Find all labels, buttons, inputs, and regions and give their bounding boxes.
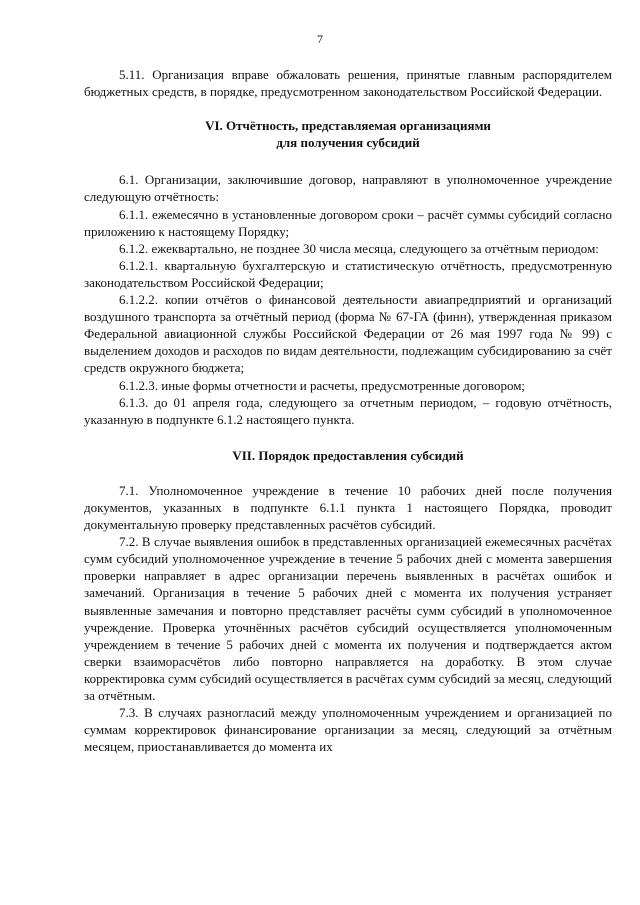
section-7-heading: VII. Порядок предоставления субсидий bbox=[232, 447, 464, 463]
paragraph-6-1-3: 6.1.3. до 01 апреля года, следующего за отчетным периодом, – годовую отчётность, указанную в подпункте 6.1.2 настоящего пункта. bbox=[84, 394, 612, 427]
paragraph-6-1: 6.1. Организации, заключившие договор, направляют в уполномоченное учреждение следующую отчётность: bbox=[84, 172, 612, 205]
paragraph-6-1-2-1: 6.1.2.1. квартальную бухгалтерскую и статистическую отчётность, предусмотренную законодательством Российской Федерации; bbox=[84, 257, 612, 290]
page-number: 7 bbox=[317, 32, 323, 46]
paragraph-6-1-1: 6.1.1. ежемесячно в установленные договором сроки – расчёт суммы субсидий согласно приложению к настоящему Порядку; bbox=[84, 206, 612, 239]
paragraph-7-1: 7.1. Уполномоченное учреждение в течение 10 рабочих дней после получения документов, указанных в подпункте 6.1.1 пункта 1 настоящего Порядка, проводит документальную проверку представленных расчётов субсидий. bbox=[84, 482, 612, 533]
paragraph-6-1-2-3: 6.1.2.3. иные формы отчетности и расчеты, предусмотренные договором; bbox=[119, 377, 526, 393]
paragraph-5-11: 5.11. Организация вправе обжаловать решения, принятые главным распорядителем бюджетных средств, в порядке, предусмотренном законодательством Российской Федерации. bbox=[84, 67, 612, 100]
paragraph-7-3: 7.3. В случаях разногласий между уполномоченным учреждением и организацией по суммам корректировок финансирование организации за месяц, следующий за отчётным месяцем, приостанавливается до момента их bbox=[84, 705, 612, 755]
document-body bbox=[84, 66, 612, 755]
paragraph-6-1-2: 6.1.2. ежеквартально, не позднее 30 числа месяца, следующего за отчётным периодом: bbox=[119, 240, 599, 256]
paragraph-7-2: 7.2. В случае выявления ошибок в представленных организацией ежемесячных расчётах сумм субсидий уполномоченное учреждение в течение 5 рабочих дней с момента завершения проверки направляет в адрес организации перечень выявленных в расчётах ошибок и замечаний. Организация в течение 5 рабочих дней с момента их получения устраняет выявленные замечания и повторно представляет расчёты сумм субсидий в уполномоченное учреждение. Проверка уточнённых расчётов субсидий осуществляется уполномоченным учреждением в течение 5 рабочих дней с момента их получения и подтверждается актом сверки взаиморасчётов либо повторно направляется на доработку. В этом случае корректировка сумм субсидий осуществляется в расчётах сумм субсидий за месяц, следующий за отчётным. bbox=[84, 534, 612, 703]
paragraph-6-1-2-2: 6.1.2.2. копии отчётов о финансовой деятельности авиапредприятий и организаций воздушного транспорта за отчётный период (форма № 67-ГА (финн), утвержденная приказом Федеральной авиационной службы Российской Федерации от 26 мая 1997 года № 99) с выделением доходов и расходов по видам деятельности, подлежащим субсидированию за счёт средств окружного бюджета; bbox=[84, 292, 612, 376]
section-6-heading-line-2: для получения субсидий bbox=[276, 135, 420, 151]
section-6-heading-line-1: VI. Отчётность, представляемая организациями bbox=[205, 118, 491, 134]
